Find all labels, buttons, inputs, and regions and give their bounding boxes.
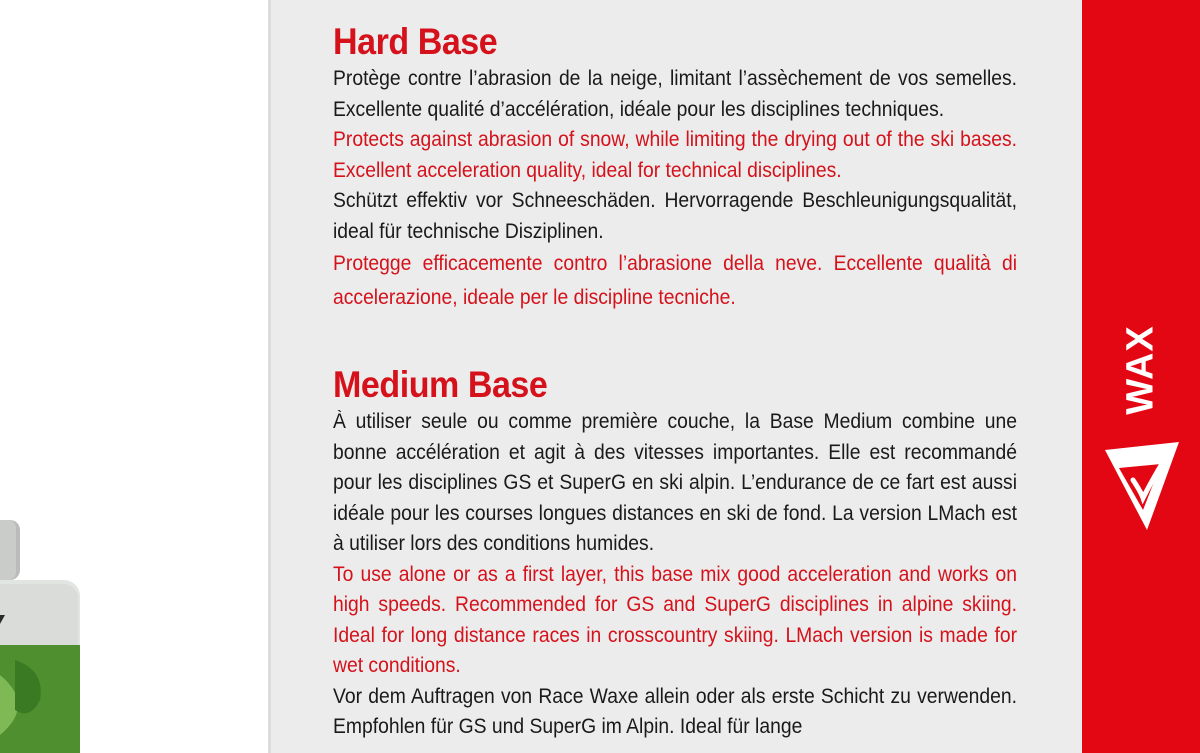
hard-base-german-text: Schützt effektiv vor Schneeschäden. Hervorragende Beschleunigungsqualität, ideal für technische Disziplinen. — [333, 189, 1018, 243]
medium-base-french-text: À utiliser seule ou comme première couche, la Base Medium combine une bonne accélération et agit à des vitesses importantes. Elle est recommandé pour les disciplines GS et SuperG en ski alpin. L’endurance de ce fart est aussi idéale pour les courses longues distances en ski de fond. La version LMach est à utiliser lors des conditions humides. — [333, 410, 1018, 555]
medium-base-german-text: Vor dem Auftragen von Race Waxe allein oder als erste Schicht zu verwenden. Empfohlen für GS und SuperG im Alpin. Ideal für lange — [333, 684, 1018, 738]
hard-base-title: Hard Base — [333, 21, 498, 62]
medium-base-title: Medium Base — [333, 364, 548, 405]
product-image-area — [0, 0, 268, 753]
product-descriptions — [333, 20, 1017, 743]
hard-base-italian-text: Protegge efficacemente contro l’abrasione della neve. Eccellente qualità di accelerazione, ideale per le discipline tecniche. — [333, 252, 1018, 309]
hard-base-section — [333, 20, 1017, 315]
medium-base-english-text: To use alone or as a first layer, this base mix good acceleration and works on high speeds. Recommended for GS and SuperG disciplines in alpine skiing. Ideal for long distance races in crosscountry skiing. LMach version is made for wet conditions. — [333, 562, 1018, 677]
hard-base-english-text: Protects against abrasion of snow, while limiting the drying out of the ski bases. Excellent acceleration quality, ideal for technical disciplines. — [333, 128, 1018, 182]
wax-bottle-image — [0, 520, 90, 753]
brand-v-logo-icon — [1103, 440, 1181, 532]
hard-base-french-text: Protège contre l’abrasion de la neige, limitant l’assèchement de vos semelles. Excellente qualité d’accélération, idéale pour les disciplines techniques. — [333, 67, 1018, 121]
medium-base-section — [333, 363, 1017, 743]
category-label: WAX — [1119, 325, 1162, 415]
